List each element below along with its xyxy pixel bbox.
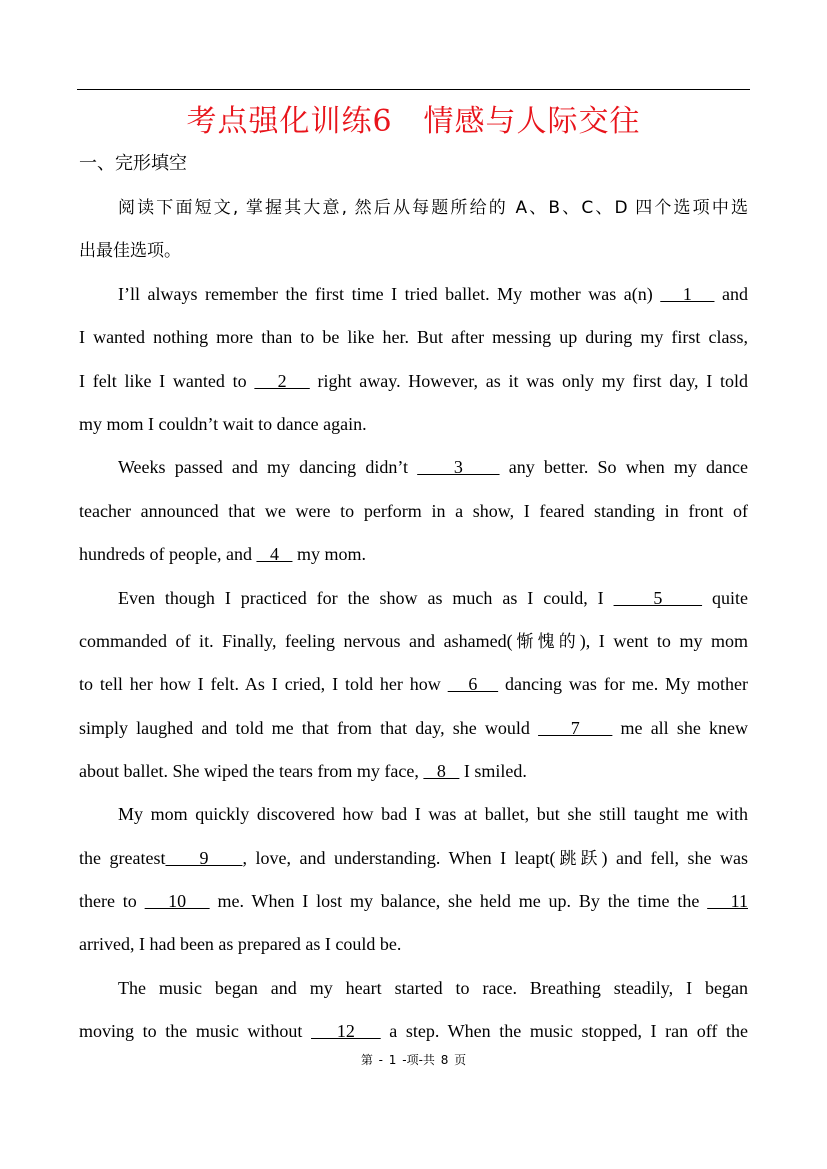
p1-line-3 bbox=[79, 367, 748, 395]
section-heading: 一、完形填空 bbox=[79, 153, 187, 174]
text: moving to the music without bbox=[79, 1021, 312, 1041]
p3-line-4 bbox=[79, 714, 748, 742]
text: , love, and understanding. When I leapt( bbox=[242, 848, 556, 868]
text: dancing was for me. My mother bbox=[498, 674, 748, 694]
p2-line-1 bbox=[118, 453, 748, 481]
text: hundreds of people, and bbox=[79, 544, 257, 564]
text: I felt like I wanted to bbox=[79, 371, 255, 391]
p1-line-2: I wanted nothing more than to be like her. But after messing up during my first class, bbox=[79, 327, 748, 347]
p2-line-2: teacher announced that we were to perform in a show, I feared standing in front of bbox=[79, 501, 748, 521]
text: ), I went to my mom bbox=[579, 631, 748, 651]
text: there to bbox=[79, 891, 145, 911]
blank-1[interactable]: 1 bbox=[660, 284, 715, 304]
blank-11[interactable]: 11 bbox=[707, 891, 748, 911]
blank-10[interactable]: 10 bbox=[144, 891, 210, 911]
text: my mom. bbox=[292, 544, 366, 564]
p1-line-4: my mom I couldn’t wait to dance again. bbox=[79, 414, 367, 434]
p4-line-4: arrived, I had been as prepared as I could be. bbox=[79, 934, 402, 954]
text: me all she knew bbox=[612, 718, 748, 738]
text: commanded of it. Finally, feeling nervous and ashamed( bbox=[79, 631, 513, 651]
text: right away. However, as it was only my first day, I told bbox=[309, 371, 748, 391]
p3-line-5 bbox=[79, 757, 748, 785]
p5-line-1: The music began and my heart started to race. Breathing steadily, I began bbox=[118, 978, 748, 998]
blank-9[interactable]: 9 bbox=[165, 848, 243, 868]
text: and bbox=[714, 284, 748, 304]
p4-line-3 bbox=[79, 887, 748, 915]
page-footer: 第 - 1 -项-共 8 页 bbox=[360, 1053, 467, 1067]
p3-line-3 bbox=[79, 670, 748, 698]
p4-line-2 bbox=[79, 844, 748, 873]
blank-7[interactable]: 7 bbox=[538, 718, 613, 738]
text: I smiled. bbox=[459, 761, 527, 781]
blank-5[interactable]: 5 bbox=[613, 588, 703, 608]
text: about ballet. She wiped the tears from my face, bbox=[79, 761, 424, 781]
blank-2[interactable]: 2 bbox=[254, 371, 310, 391]
p3-line-2 bbox=[79, 627, 748, 656]
p1-line-1 bbox=[118, 280, 748, 308]
blank-6[interactable]: 6 bbox=[447, 674, 499, 694]
text: ) and fell, she was bbox=[601, 848, 748, 868]
header-rule bbox=[77, 89, 750, 90]
blank-8[interactable]: 8 bbox=[423, 761, 460, 781]
text: the greatest bbox=[79, 848, 166, 868]
page-title: 考点强化训练6 情感与人际交往 bbox=[186, 104, 641, 139]
text: to tell her how I felt. As I cried, I told her how bbox=[79, 674, 448, 694]
p4-line-1: My mom quickly discovered how bad I was at ballet, but she still taught me with bbox=[118, 804, 748, 824]
text: Even though I practiced for the show as much as I could, I bbox=[118, 588, 614, 608]
p2-line-3 bbox=[79, 540, 748, 568]
text: any better. So when my dance bbox=[499, 457, 748, 477]
instruction-line-2: 出最佳选项。 bbox=[79, 241, 181, 261]
text: Weeks passed and my dancing didn’t bbox=[118, 457, 418, 477]
blank-4[interactable]: 4 bbox=[256, 544, 293, 564]
blank-3[interactable]: 3 bbox=[417, 457, 500, 477]
p5-line-2 bbox=[79, 1017, 748, 1045]
text: quite bbox=[702, 588, 748, 608]
text: a step. When the music stopped, I ran off the bbox=[380, 1021, 749, 1041]
instruction-line-1: 阅读下面短文, 掌握其大意, 然后从每题所给的 A、B、C、D 四个选项中选 bbox=[118, 198, 748, 218]
blank-12[interactable]: 12 bbox=[311, 1021, 381, 1041]
p3-line-1 bbox=[118, 584, 748, 612]
gloss-chinese: 跳跃 bbox=[555, 849, 602, 869]
text: I’ll always remember the first time I tried ballet. My mother was a(n) bbox=[118, 284, 661, 304]
text: simply laughed and told me that from that day, she would bbox=[79, 718, 539, 738]
text: me. When I lost my balance, she held me up. By the time the bbox=[209, 891, 708, 911]
gloss-chinese: 惭愧的 bbox=[512, 632, 580, 652]
